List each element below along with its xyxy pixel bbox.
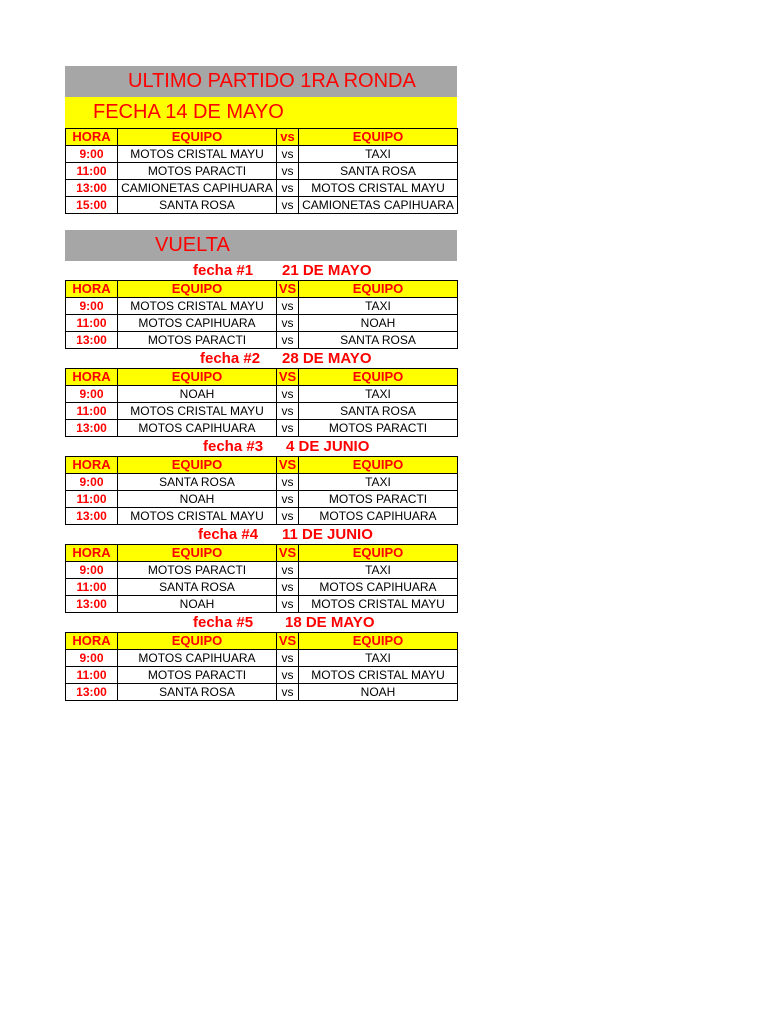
match-hora: 9:00 — [66, 146, 118, 163]
fecha-label: fecha #3 — [203, 438, 264, 455]
fecha-heading — [65, 261, 457, 280]
header-hora: HORA — [66, 633, 118, 650]
match-home: NOAH — [118, 386, 277, 403]
match-vs: vs — [277, 650, 299, 667]
header-equipo-home: EQUIPO — [118, 545, 277, 562]
match-vs: vs — [277, 667, 299, 684]
match-hora: 13:00 — [66, 684, 118, 701]
match-hora: 13:00 — [66, 508, 118, 525]
table-row — [66, 403, 458, 420]
match-home: MOTOS CAPIHUARA — [118, 315, 277, 332]
table-header-row — [66, 281, 458, 298]
match-away: TAXI — [299, 298, 458, 315]
match-away: SANTA ROSA — [299, 163, 458, 180]
match-hora: 15:00 — [66, 197, 118, 214]
match-vs: vs — [277, 579, 299, 596]
table-row — [66, 420, 458, 437]
header-vs: vs — [277, 129, 299, 146]
match-hora: 11:00 — [66, 403, 118, 420]
match-vs: vs — [277, 684, 299, 701]
match-away: TAXI — [299, 474, 458, 491]
table-row — [66, 579, 458, 596]
fecha-date: 18 DE MAYO — [285, 614, 375, 631]
header-vs: VS — [277, 457, 299, 474]
fecha-date: 21 DE MAYO — [282, 262, 372, 279]
header-equipo-away: EQUIPO — [299, 545, 458, 562]
header-equipo-home: EQUIPO — [118, 129, 277, 146]
table-row — [66, 667, 458, 684]
header-equipo-home: EQUIPO — [118, 369, 277, 386]
header-hora: HORA — [66, 281, 118, 298]
match-away: MOTOS CRISTAL MAYU — [299, 180, 458, 197]
header-vs: VS — [277, 369, 299, 386]
table-row — [66, 163, 458, 180]
first-round-date: FECHA 14 DE MAYO — [93, 101, 284, 123]
match-vs: vs — [277, 197, 299, 214]
fecha-table — [65, 280, 458, 349]
match-hora: 11:00 — [66, 491, 118, 508]
match-vs: vs — [277, 508, 299, 525]
table-row — [66, 508, 458, 525]
fecha-label: fecha #4 — [198, 526, 259, 543]
header-hora: HORA — [66, 545, 118, 562]
header-equipo-home: EQUIPO — [118, 281, 277, 298]
fecha-heading — [65, 525, 457, 544]
first-round-title-band — [65, 66, 457, 97]
table-row — [66, 332, 458, 349]
fecha-heading — [65, 613, 457, 632]
table-row — [66, 197, 458, 214]
match-away: TAXI — [299, 146, 458, 163]
table-row — [66, 298, 458, 315]
match-home: MOTOS CRISTAL MAYU — [118, 403, 277, 420]
table-header-row — [66, 457, 458, 474]
first-round-table — [65, 128, 458, 214]
match-home: NOAH — [118, 596, 277, 613]
match-hora: 9:00 — [66, 650, 118, 667]
table-row — [66, 684, 458, 701]
match-home: NOAH — [118, 491, 277, 508]
match-vs: vs — [277, 180, 299, 197]
match-home: MOTOS PARACTI — [118, 163, 277, 180]
fecha-label: fecha #2 — [200, 350, 261, 367]
match-vs: vs — [277, 474, 299, 491]
match-vs: vs — [277, 332, 299, 349]
vuelta-title: VUELTA — [155, 234, 230, 256]
match-home: MOTOS PARACTI — [118, 562, 277, 579]
header-equipo-away: EQUIPO — [299, 129, 458, 146]
table-row — [66, 315, 458, 332]
header-hora: HORA — [66, 369, 118, 386]
match-away: MOTOS CRISTAL MAYU — [299, 667, 458, 684]
header-hora: HORA — [66, 129, 118, 146]
match-away: NOAH — [299, 684, 458, 701]
first-round-title: ULTIMO PARTIDO 1RA RONDA — [128, 70, 416, 92]
match-away: SANTA ROSA — [299, 332, 458, 349]
vuelta-title-band — [65, 230, 457, 261]
match-away: SANTA ROSA — [299, 403, 458, 420]
fecha-table — [65, 632, 458, 701]
header-equipo-away: EQUIPO — [299, 369, 458, 386]
table-row — [66, 386, 458, 403]
header-vs: VS — [277, 545, 299, 562]
match-away: TAXI — [299, 562, 458, 579]
match-home: SANTA ROSA — [118, 474, 277, 491]
match-home: CAMIONETAS CAPIHUARA — [118, 180, 277, 197]
match-vs: vs — [277, 403, 299, 420]
table-row — [66, 562, 458, 579]
match-hora: 11:00 — [66, 315, 118, 332]
fecha-date: 28 DE MAYO — [282, 350, 372, 367]
header-equipo-away: EQUIPO — [299, 457, 458, 474]
fecha-date: 4 DE JUNIO — [286, 438, 370, 455]
match-hora: 9:00 — [66, 562, 118, 579]
match-hora: 13:00 — [66, 180, 118, 197]
match-away: MOTOS CRISTAL MAYU — [299, 596, 458, 613]
table-row — [66, 146, 458, 163]
match-away: MOTOS PARACTI — [299, 420, 458, 437]
header-equipo-home: EQUIPO — [118, 457, 277, 474]
match-hora: 11:00 — [66, 163, 118, 180]
match-vs: vs — [277, 420, 299, 437]
table-row — [66, 491, 458, 508]
fecha-table — [65, 456, 458, 525]
match-vs: vs — [277, 146, 299, 163]
match-home: MOTOS CRISTAL MAYU — [118, 146, 277, 163]
match-hora: 13:00 — [66, 596, 118, 613]
header-hora: HORA — [66, 457, 118, 474]
match-hora: 9:00 — [66, 298, 118, 315]
schedule-sheet — [65, 66, 457, 701]
match-away: MOTOS PARACTI — [299, 491, 458, 508]
table-header-row — [66, 369, 458, 386]
match-home: MOTOS CAPIHUARA — [118, 420, 277, 437]
fecha-table — [65, 544, 458, 613]
match-vs: vs — [277, 596, 299, 613]
match-home: MOTOS CRISTAL MAYU — [118, 508, 277, 525]
header-equipo-home: EQUIPO — [118, 633, 277, 650]
fecha-date: 11 DE JUNIO — [282, 526, 373, 543]
match-away: TAXI — [299, 386, 458, 403]
match-home: MOTOS PARACTI — [118, 332, 277, 349]
match-vs: vs — [277, 163, 299, 180]
match-vs: vs — [277, 315, 299, 332]
match-vs: vs — [277, 491, 299, 508]
match-away: NOAH — [299, 315, 458, 332]
match-home: MOTOS PARACTI — [118, 667, 277, 684]
table-row — [66, 650, 458, 667]
match-away: MOTOS CAPIHUARA — [299, 508, 458, 525]
table-header-row — [66, 633, 458, 650]
match-away: CAMIONETAS CAPIHUARA — [299, 197, 458, 214]
vuelta-fechas — [65, 261, 457, 701]
fecha-label: fecha #5 — [193, 614, 254, 631]
fecha-heading — [65, 437, 457, 456]
match-hora: 11:00 — [66, 579, 118, 596]
match-hora: 11:00 — [66, 667, 118, 684]
match-vs: vs — [277, 386, 299, 403]
table-row — [66, 596, 458, 613]
table-row — [66, 474, 458, 491]
match-vs: vs — [277, 562, 299, 579]
table-header-row — [66, 129, 458, 146]
match-home: MOTOS CRISTAL MAYU — [118, 298, 277, 315]
match-vs: vs — [277, 298, 299, 315]
match-hora: 9:00 — [66, 386, 118, 403]
fecha-heading — [65, 349, 457, 368]
match-home: SANTA ROSA — [118, 684, 277, 701]
first-round-date-band — [65, 97, 457, 128]
header-equipo-away: EQUIPO — [299, 633, 458, 650]
match-home: MOTOS CAPIHUARA — [118, 650, 277, 667]
match-home: SANTA ROSA — [118, 579, 277, 596]
header-vs: VS — [277, 633, 299, 650]
match-hora: 9:00 — [66, 474, 118, 491]
match-home: SANTA ROSA — [118, 197, 277, 214]
section-gap — [65, 214, 457, 230]
match-away: TAXI — [299, 650, 458, 667]
fecha-table — [65, 368, 458, 437]
match-away: MOTOS CAPIHUARA — [299, 579, 458, 596]
fecha-label: fecha #1 — [193, 262, 254, 279]
header-vs: VS — [277, 281, 299, 298]
table-header-row — [66, 545, 458, 562]
header-equipo-away: EQUIPO — [299, 281, 458, 298]
table-row — [66, 180, 458, 197]
match-hora: 13:00 — [66, 420, 118, 437]
match-hora: 13:00 — [66, 332, 118, 349]
